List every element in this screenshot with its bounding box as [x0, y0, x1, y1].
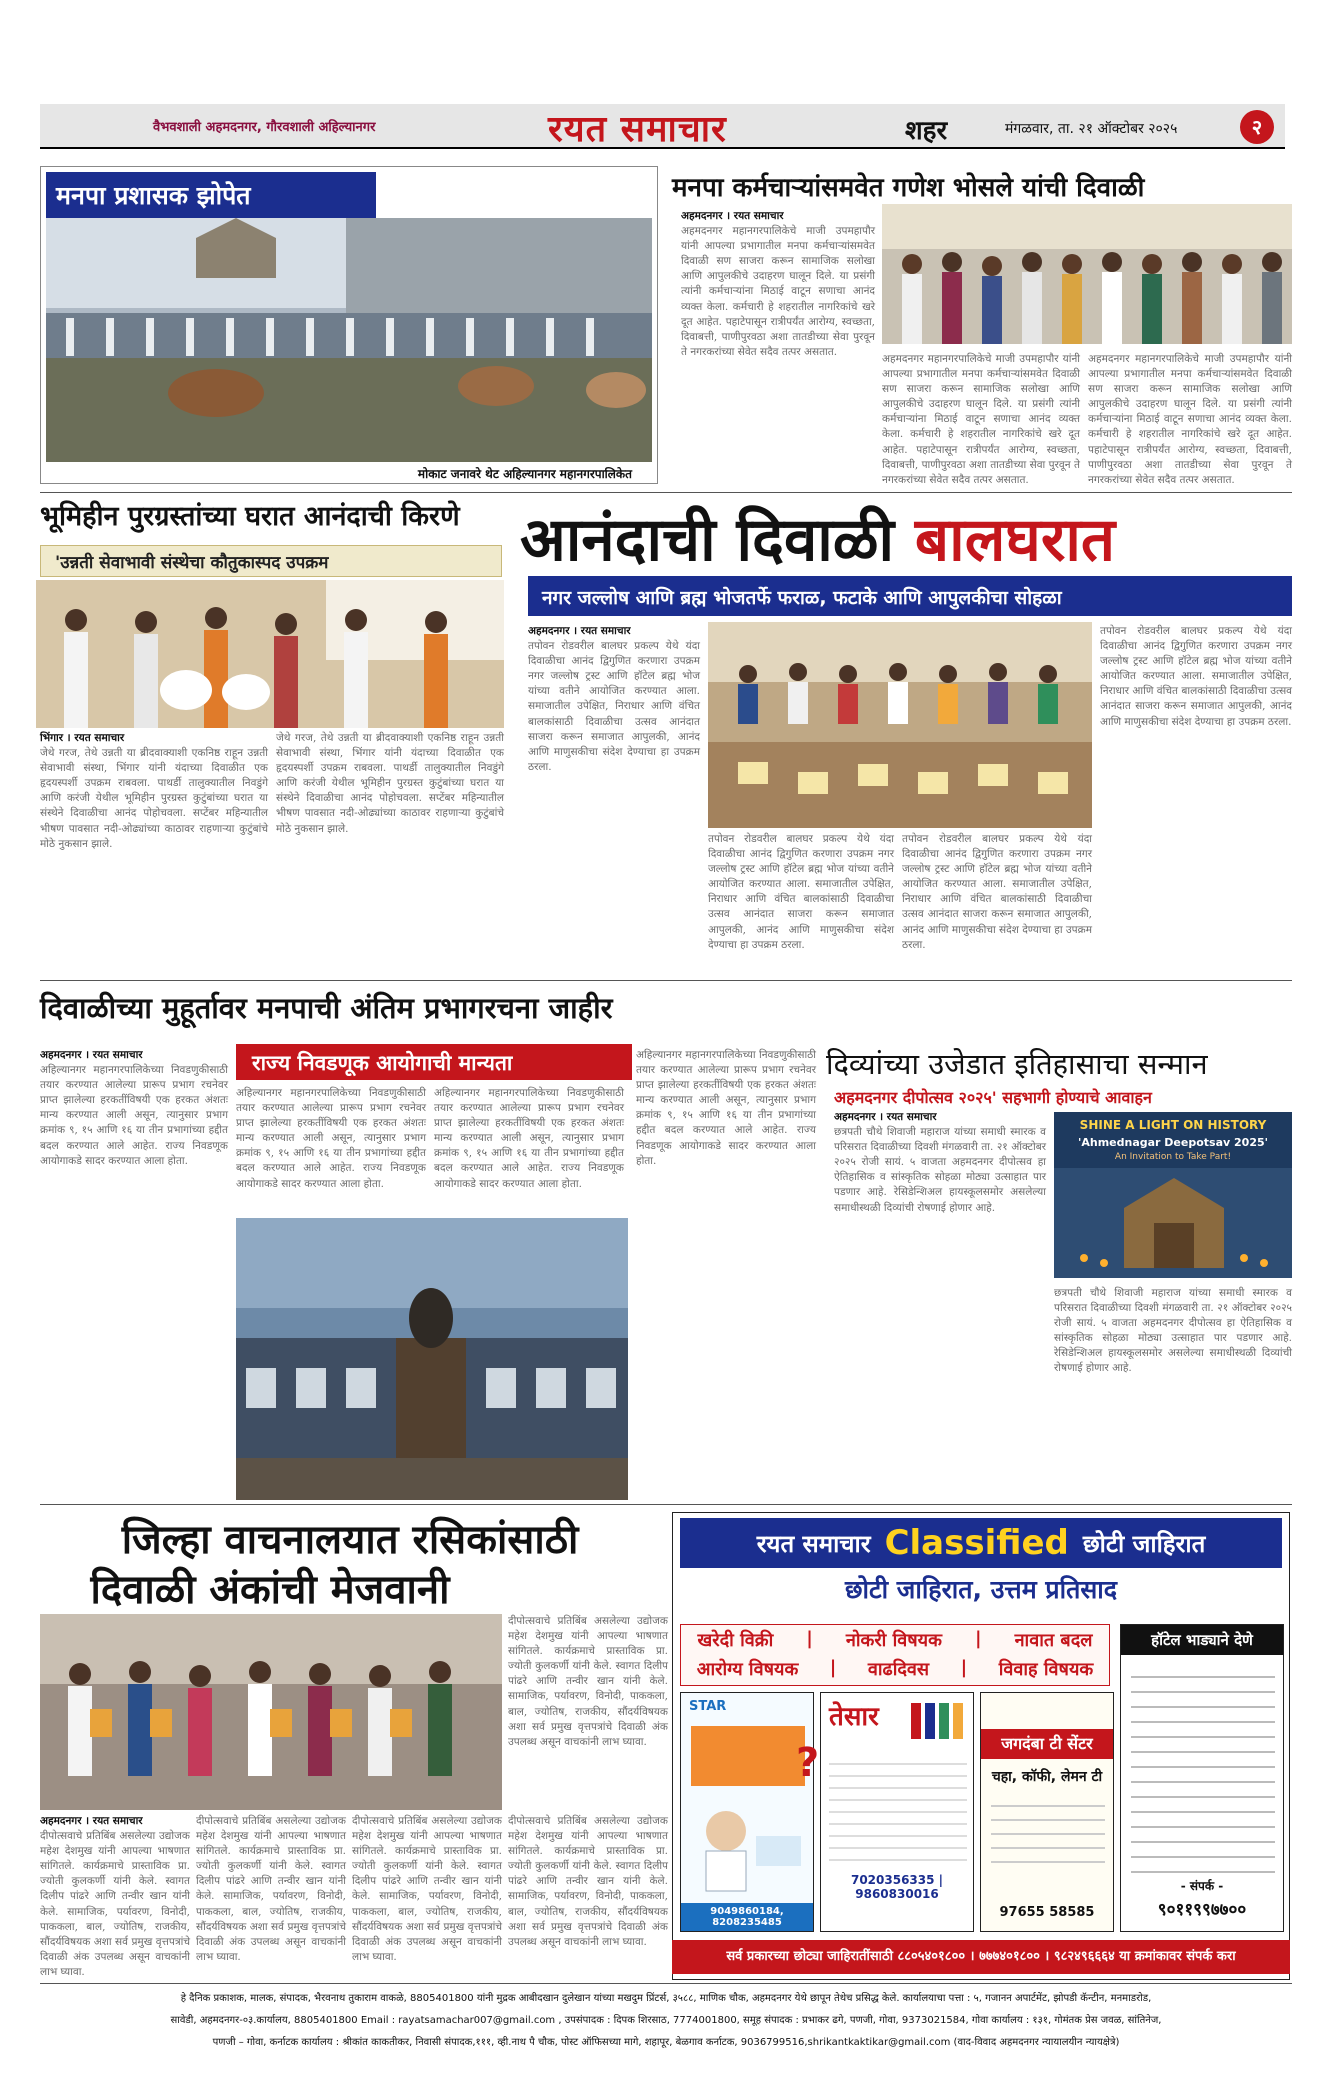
imprint-line-2: सावेडी, अहमदनगर-०३.कार्यालय, 8805401800 Email : rayatsamachar007@gmail.com , उपसंपादक : दिपक शिरसाठ, 7774001800, समूह संपादक : प्रभाकर ढगे, पणजी, गोवा, 9373021584, गोवा कार्यालय : १३१, गोमंतक प्रेस जवळ, सांतिनेज,: [170, 2015, 1162, 2026]
ad4-phone: ९०११९९७७००: [1157, 1900, 1247, 1920]
ad2-art: [911, 1699, 969, 1743]
s5-headline: दिवाळीच्या मुहूर्तावर मनपाची अंतिम प्रभागरचना जाहीर: [40, 991, 613, 1025]
s1-tag: मनपा प्रशासक झोपेत: [46, 172, 376, 218]
classified-header: [680, 1518, 1282, 1568]
s5-body-text-1: अहिल्यानगर महानगरपालिकेच्या निवडणुकीसाठी तयार करण्यात आलेल्या प्रारूप प्रभाग रचनेवर प्राप्त झालेल्या हरकतींविषयी एक हरकत अंशतः मान्य करण्यात आली असून, त्यानुसार प्रभाग क्रमांक ९, १५ आणि १६ या तीन प्रभागांच्या हद्दीत बदल करण्यात आले आहेत. राज्य निवडणूक आयोगाकडे सादर करण्यात आला होता.: [40, 1064, 228, 1167]
s1-caption: मोकाट जनावरे थेट अहिल्यानगर महानगरपालिकेत: [417, 467, 632, 481]
svg-text:?: ?: [796, 1740, 820, 1786]
masthead-tagline: वैभवशाली अहमदनगर, गौरवशाली अहिल्यानगर: [153, 120, 376, 135]
s2-body-col3: [1088, 352, 1292, 484]
masthead-date: मंगळवार, ता. २१ ऑक्टोबर २०२५: [1005, 121, 1178, 137]
s2-body-text-1: अहमदनगर महानगरपालिकेचे माजी उपमहापौर यांनी आपल्या प्रभागातील मनपा कर्मचाऱ्यांसमवेत दिवाळी सण साजरा करून सामाजिक सलोखा आणि आपुलकीचे उदाहरण घालून दिले. या प्रसंगी त्यांनी कर्मचाऱ्यांना मिठाई वाटून सणाचा आनंद व्यक्त केला. कर्मचारी हे शहरातील नागरिकांचे खरे दूत आहेत. पहाटेपासून रात्रीपर्यंत आरोग्य, स्वच्छता, दिवाबत्ती, पाणीपुरवठा अशा तातडीच्या सेवा पुरवून ते नगरकरांच्या सेवेत सदैव तत्पर असतात.: [681, 225, 875, 358]
s4-body-col4: [1100, 624, 1292, 974]
s7-body-text-5: दीपोत्सवाचे प्रतिबिंब असलेल्या उद्योजक महेश देशमुख यांनी आपल्या भाषणात सांगितले. कार्यक्रमाचे प्रास्ताविक प्रा. ज्योती कुलकर्णी यांनी केले. स्वागत दिलीप पांढरे आणि तन्वीर खान यांनी केले. सामाजिक, पर्यावरण, विनोदी, पाककला, बाल, ज्योतिष, राजकीय, सौंदर्यविषयक अशा सर्व प्रमुख वृत्तपत्रांचे दिवाळी अंक उपलब्ध असून वाचकांनी लाभ घ्यावा.: [508, 1615, 668, 1748]
s1-photo: [46, 218, 652, 462]
ad4-title: हॉटेल भाड्याने देणे: [1121, 1625, 1283, 1655]
ad3-phone: 97655 58585: [999, 1905, 1095, 1920]
s3-body-text-1: जेथे गरज, तेथे उन्नती या ब्रीदवाक्याशी एकनिष्ठ राहून उन्नती सेवाभावी संस्था, भिंगार यांनी यंदाच्या दिवाळीत एक हृदयस्पर्शी उपक्रम राबवला. पाथर्डी तालुक्यातील निवडुंगे आणि करंजी येथील भूमिहीन पुरग्रस्त कुटुंबांच्या घरात या संस्थेने दिवाळीचा आनंद पोहोचवला. सप्टेंबर महिन्यातील भीषण पावसात नदी-ओढ्यांच्या काठावर राहणाऱ्या कुटुंबांचे मोठे नुकसान झाले.: [40, 747, 268, 850]
s2-body-text-2: अहमदनगर महानगरपालिकेचे माजी उपमहापौर यांनी आपल्या प्रभागातील मनपा कर्मचाऱ्यांसमवेत दिवाळी सण साजरा करून सामाजिक सलोखा आणि आपुलकीचे उदाहरण घालून दिले. या प्रसंगी त्यांनी कर्मचाऱ्यांना मिठाई वाटून सणाचा आनंद व्यक्त केला. कर्मचारी हे शहरातील नागरिकांचे खरे दूत आहेत. पहाटेपासून रात्रीपर्यंत आरोग्य, स्वच्छता, दिवाबत्ती, पाणीपुरवठा अशा तातडीच्या सेवा पुरवून ते नगरकरांच्या सेवेत सदैव तत्पर असतात.: [882, 353, 1080, 486]
s7-headline-2: दिवाळी अंकांची मेजवानी: [90, 1567, 450, 1613]
s7-body-col2: [196, 1814, 346, 1980]
ad2-phone: 7020356335 | 9860830016: [850, 1873, 944, 1901]
imprint-line-1: हे दैनिक प्रकाशक, मालक, संपादक, भैरवनाथ तुकाराम वाकळे, 8805401800 यांनी मुद्रक आबीदखान दुलेखान यांच्या मखदुम प्रिंटर्स, ३५८८, माणिक चौक, अहमदनगर येथे छापून तेथेच प्रसिद्ध केले. कार्यालयाचा पत्ता : ५, गजानन अपार्टमेंट, झोपडी कॅन्टीन, मनमाडरोड,: [180, 1993, 1152, 2004]
s3-photo: [36, 580, 504, 728]
s6-body-col2: [1054, 1286, 1292, 1500]
s3-body-col1: [40, 731, 268, 973]
ad3-body: [991, 1793, 1105, 1873]
categories-row-1: खरेदी विक्री | नोकरी विषयक | नावात बदल: [697, 1628, 1093, 1651]
s6-poster-art: [1054, 1168, 1292, 1278]
page-number-badge: २: [1240, 110, 1274, 144]
classified-ad-jagdamba[interactable]: [980, 1692, 1114, 1932]
s2-headline: मनपा कर्मचाऱ्यांसमवेत गणेश भोसले यांची दिवाळी: [672, 173, 1145, 203]
s5-body-text-2: अहिल्यानगर महानगरपालिकेच्या निवडणुकीसाठी तयार करण्यात आलेल्या प्रारूप प्रभाग रचनेवर प्राप्त झालेल्या हरकतींविषयी एक हरकत अंशतः मान्य करण्यात आली असून, त्यानुसार प्रभाग क्रमांक ९, १५ आणि १६ या तीन प्रभागांच्या हद्दीत बदल करण्यात आले आहेत. राज्य निवडणूक आयोगाकडे सादर करण्यात आला होता.: [236, 1087, 426, 1190]
category-item[interactable]: आरोग्य विषयक: [696, 1659, 799, 1680]
s7-body-text-4: दीपोत्सवाचे प्रतिबिंब असलेल्या उद्योजक महेश देशमुख यांनी आपल्या भाषणात सांगितले. कार्यक्रमाचे प्रास्ताविक प्रा. ज्योती कुलकर्णी यांनी केले. स्वागत दिलीप पांढरे आणि तन्वीर खान यांनी केले. सामाजिक, पर्यावरण, विनोदी, पाककला, बाल, ज्योतिष, राजकीय, सौंदर्यविषयक अशा सर्व प्रमुख वृत्तपत्रांचे दिवाळी अंक उपलब्ध असून वाचकांनी लाभ घ्यावा.: [508, 1815, 668, 1948]
s6-body-text-2: छत्रपती चौथे शिवाजी महाराज यांच्या समाधी स्मारक व परिसरात दिवाळीच्या दिवशी मंगळवारी ता. २१ ऑक्टोबर २०२५ रोजी सायं. ५ वाजता अहमदनगर दीपोत्सव हा ऐतिहासिक व सांस्कृतिक सोहळा मोठ्या उत्साहात पार पडणार आहे. रेसिडेन्शिअल हायस्कूलसमोर असलेल्या समाधीस्थळी दिव्यांची रोषणाई होणार आहे.: [1054, 1287, 1292, 1375]
s6-poster-title: SHINE A LIGHT ON HISTORY: [1079, 1118, 1267, 1132]
ad2-brand: तेसार: [829, 1702, 879, 1732]
s5-body-col4: [636, 1048, 816, 1498]
s4-subhead: नगर जल्लोष आणि ब्रह्म भोजतर्फे फराळ, फटाके आणि आपुलकीचा सोहळा: [528, 576, 1292, 616]
s5-body-text-4: अहिल्यानगर महानगरपालिकेच्या निवडणुकीसाठी तयार करण्यात आलेल्या प्रारूप प्रभाग रचनेवर प्राप्त झालेल्या हरकतींविषयी एक हरकत अंशतः मान्य करण्यात आली असून, त्यानुसार प्रभाग क्रमांक ९, १५ आणि १६ या तीन प्रभागांच्या हद्दीत बदल करण्यात आले आहेत. राज्य निवडणूक आयोगाकडे सादर करण्यात आला होता.: [636, 1049, 816, 1167]
s3-subhead: 'उन्नती सेवाभावी संस्थेचा कौतुकास्पद उपक्रम: [40, 545, 502, 577]
masthead-title: रयत समाचार: [548, 109, 727, 150]
s7-photo: [40, 1614, 502, 1810]
s2-photo: [882, 204, 1292, 344]
s6-poster-sub: 'Ahmednagar Deepotsav 2025': [1077, 1136, 1268, 1149]
ad1-art: [681, 1721, 820, 1891]
masthead-section: शहर: [905, 116, 948, 146]
s4-body-col1: [528, 624, 700, 974]
s7-body-text-3: दीपोत्सवाचे प्रतिबिंब असलेल्या उद्योजक महेश देशमुख यांनी आपल्या भाषणात सांगितले. कार्यक्रमाचे प्रास्ताविक प्रा. ज्योती कुलकर्णी यांनी केले. स्वागत दिलीप पांढरे आणि तन्वीर खान यांनी केले. सामाजिक, पर्यावरण, विनोदी, पाककला, बाल, ज्योतिष, राजकीय, सौंदर्यविषयक अशा सर्व प्रमुख वृत्तपत्रांचे दिवाळी अंक उपलब्ध असून वाचकांनी लाभ घ्यावा.: [352, 1815, 502, 1963]
category-item[interactable]: विवाह विषयक: [998, 1659, 1094, 1680]
s2-body-col1: [681, 209, 875, 485]
s6-poster-line: An Invitation to Take Part!: [1114, 1152, 1232, 1162]
category-item[interactable]: नोकरी विषयक: [845, 1630, 942, 1651]
s4-headline-part-2: बालघरात: [914, 505, 1116, 575]
classified-ad-hotel[interactable]: [1120, 1624, 1284, 1932]
s7-body-text-2: दीपोत्सवाचे प्रतिबिंब असलेल्या उद्योजक महेश देशमुख यांनी आपल्या भाषणात सांगितले. कार्यक्रमाचे प्रास्ताविक प्रा. ज्योती कुलकर्णी यांनी केले. स्वागत दिलीप पांढरे आणि तन्वीर खान यांनी केले. सामाजिक, पर्यावरण, विनोदी, पाककला, बाल, ज्योतिष, राजकीय, सौंदर्यविषयक अशा सर्व प्रमुख वृत्तपत्रांचे दिवाळी अंक उपलब्ध असून वाचकांनी लाभ घ्यावा.: [196, 1815, 346, 1963]
s5-dateline: अहमदनगर । रयत समाचार: [40, 1049, 143, 1061]
s6-dateline: अहमदनगर । रयत समाचार: [834, 1111, 937, 1123]
divider: [40, 980, 1292, 981]
divider: [40, 1504, 1292, 1505]
s2-body-col2: [882, 352, 1080, 484]
s6-body-text-1: छत्रपती चौथे शिवाजी महाराज यांच्या समाधी स्मारक व परिसरात दिवाळीच्या दिवशी मंगळवारी ता. २१ ऑक्टोबर २०२५ रोजी सायं. ५ वाजता अहमदनगर दीपोत्सव हा ऐतिहासिक व सांस्कृतिक सोहळा मोठ्या उत्साहात पार पडणार आहे. रेसिडेन्शिअल हायस्कूलसमोर असलेल्या समाधीस्थळी दिव्यांची रोषणाई होणार आहे.: [834, 1126, 1046, 1214]
ad4-body: [1131, 1663, 1275, 1873]
s2-dateline: अहमदनगर । रयत समाचार: [681, 210, 784, 222]
s4-body-text-3: तपोवन रोडवरील बालघर प्रकल्प येथे यंदा दिवाळीचा आनंद द्विगुणित करणारा उपक्रम नगर जल्लोष ट्रस्ट आणि हॉटेल ब्रह्म भोज यांच्या वतीने आयोजित करण्यात आला. समाजातील उपेक्षित, निराधार आणि वंचित बालकांसाठी दिवाळीचा उत्सव आनंदात साजरा करून समाजात आपुलकी, आनंद आणि माणुसकीचा संदेश देण्याचा हा उपक्रम ठरला.: [902, 833, 1092, 951]
category-item[interactable]: वाढदिवस: [867, 1659, 930, 1680]
category-item[interactable]: नावात बदल: [1014, 1630, 1093, 1651]
ad4-contact-label: - संपर्क -: [1180, 1879, 1224, 1893]
ad1-brand: STAR: [689, 1699, 727, 1714]
s7-body-col3: [352, 1814, 502, 1980]
s7-body-text-1: दीपोत्सवाचे प्रतिबिंब असलेल्या उद्योजक महेश देशमुख यांनी आपल्या भाषणात सांगितले. कार्यक्रमाचे प्रास्ताविक प्रा. ज्योती कुलकर्णी यांनी केले. स्वागत दिलीप पांढरे आणि तन्वीर खान यांनी केले. सामाजिक, पर्यावरण, विनोदी, पाककला, बाल, ज्योतिष, राजकीय, सौंदर्यविषयक अशा सर्व प्रमुख वृत्तपत्रांचे दिवाळी अंक उपलब्ध असून वाचकांनी लाभ घ्यावा.: [40, 1830, 190, 1978]
s4-photo: [708, 622, 1092, 828]
s5-body-text-3: अहिल्यानगर महानगरपालिकेच्या निवडणुकीसाठी तयार करण्यात आलेल्या प्रारूप प्रभाग रचनेवर प्राप्त झालेल्या हरकतींविषयी एक हरकत अंशतः मान्य करण्यात आली असून, त्यानुसार प्रभाग क्रमांक ९, १५ आणि १६ या तीन प्रभागांच्या हद्दीत बदल करण्यात आले आहेत. राज्य निवडणूक आयोगाकडे सादर करण्यात आला होता.: [434, 1087, 624, 1190]
s5-banner: राज्य निवडणूक आयोगाची मान्यता: [236, 1044, 632, 1080]
category-item[interactable]: खरेदी विक्री: [697, 1630, 774, 1651]
imprint-line-3: पणजी – गोवा, कर्नाटक कार्यालय : श्रीकांत काकतीकर, निवासी संपादक,१११, व्ही.नाथ पै चौक, पोस्ट ऑफिसच्या मागे, शहापूर, बेळगाव कर्नाटक, 9036799516,shrikantkaktikar@gmail.com (वाद-विवाद अहमदनगर न्यायालयीन न्यायक्षेत्रे): [212, 2037, 1120, 2048]
s3-body-text-2: जेथे गरज, तेथे उन्नती या ब्रीदवाक्याशी एकनिष्ठ राहून उन्नती सेवाभावी संस्था, भिंगार यांनी यंदाच्या दिवाळीत एक हृदयस्पर्शी उपक्रम राबवला. पाथर्डी तालुक्यातील निवडुंगे आणि करंजी येथील भूमिहीन पुरग्रस्त कुटुंबांच्या घरात या संस्थेने दिवाळीचा आनंद पोहोचवला. सप्टेंबर महिन्यातील भीषण पावसात नदी-ओढ्यांच्या काठावर राहणाऱ्या कुटुंबांचे मोठे नुकसान झाले.: [276, 732, 504, 835]
s7-body-col1: [40, 1814, 190, 1980]
divider: [40, 492, 1292, 493]
s4-dateline: अहमदनगर । रयत समाचार: [528, 625, 631, 637]
s5-body-col2: [236, 1086, 426, 1214]
s4-body-col3: [902, 832, 1092, 974]
s2-body-text-3: अहमदनगर महानगरपालिकेचे माजी उपमहापौर यांनी आपल्या प्रभागातील मनपा कर्मचाऱ्यांसमवेत दिवाळी सण साजरा करून सामाजिक सलोखा आणि आपुलकीचे उदाहरण घालून दिले. या प्रसंगी त्यांनी कर्मचाऱ्यांना मिठाई वाटून सणाचा आनंद व्यक्त केला. कर्मचारी हे शहरातील नागरिकांचे खरे दूत आहेत. पहाटेपासून रात्रीपर्यंत आरोग्य, स्वच्छता, दिवाबत्ती, पाणीपुरवठा अशा तातडीच्या सेवा पुरवून ते नगरकरांच्या सेवेत सदैव तत्पर असतात.: [1088, 353, 1292, 486]
classified-suffix: छोटी जाहिरात: [1082, 1529, 1206, 1558]
classified-brand: रयत समाचार: [756, 1529, 871, 1558]
s5-photo: [236, 1218, 628, 1500]
s3-headline: भूमिहीन पुरग्रस्तांच्या घरात आनंदाची किरणे: [40, 501, 460, 532]
classified-title: Classified: [884, 1523, 1069, 1563]
s4-headline: [520, 496, 1292, 578]
classified-categories: [680, 1624, 1110, 1686]
s4-body-text-4: तपोवन रोडवरील बालघर प्रकल्प येथे यंदा दिवाळीचा आनंद द्विगुणित करणारा उपक्रम नगर जल्लोष ट्रस्ट आणि हॉटेल ब्रह्म भोज यांच्या वतीने आयोजित करण्यात आला. समाजातील उपेक्षित, निराधार आणि वंचित बालकांसाठी दिवाळीचा उत्सव आनंदात साजरा करून समाजात आपुलकी, आनंद आणि माणुसकीचा संदेश देण्याचा हा उपक्रम ठरला.: [1100, 625, 1292, 728]
ad3-sub: चहा, कॉफी, लेमन टी: [991, 1769, 1103, 1785]
s4-body-text-2: तपोवन रोडवरील बालघर प्रकल्प येथे यंदा दिवाळीचा आनंद द्विगुणित करणारा उपक्रम नगर जल्लोष ट्रस्ट आणि हॉटेल ब्रह्म भोज यांच्या वतीने आयोजित करण्यात आला. समाजातील उपेक्षित, निराधार आणि वंचित बालकांसाठी दिवाळीचा उत्सव आनंदात साजरा करून समाजात आपुलकी, आनंद आणि माणुसकीचा संदेश देण्याचा हा उपक्रम ठरला.: [708, 833, 894, 951]
s6-subhead: अहमदनगर दीपोत्सव २०२५' सहभागी होण्याचे आवाहन: [834, 1088, 1152, 1107]
s7-headline-1: जिल्हा वाचनालयात रसिकांसाठी: [121, 1517, 579, 1563]
classified-ad-star[interactable]: [680, 1692, 820, 1932]
s4-headline-part-1: आनंदाची दिवाळी: [520, 505, 915, 575]
s6-body-col1: [834, 1110, 1046, 1500]
s6-poster: [1054, 1112, 1292, 1278]
s4-body-text-1: तपोवन रोडवरील बालघर प्रकल्प येथे यंदा दिवाळीचा आनंद द्विगुणित करणारा उपक्रम नगर जल्लोष ट्रस्ट आणि हॉटेल ब्रह्म भोज यांच्या वतीने आयोजित करण्यात आला. समाजातील उपेक्षित, निराधार आणि वंचित बालकांसाठी दिवाळीचा उत्सव आनंदात साजरा करून समाजात आपुलकी, आनंद आणि माणुसकीचा संदेश देण्याचा हा उपक्रम ठरला.: [528, 640, 700, 773]
ad3-title: जगदंबा टी सेंटर: [981, 1729, 1113, 1759]
ad1-phone: 9049860184, 8208235485: [681, 1903, 813, 1931]
s7-body-col5: [508, 1614, 668, 1810]
classified-ad-tesar[interactable]: [820, 1692, 974, 1932]
ad2-body: [829, 1753, 967, 1863]
s3-dateline: भिंगार । रयत समाचार: [40, 732, 125, 744]
s5-body-col1: [40, 1048, 228, 1498]
divider: [40, 1983, 1292, 1984]
s4-body-col2: [708, 832, 894, 974]
s3-body-col2: [276, 731, 504, 973]
classified-tagline: छोटी जाहिरात, उत्तम प्रतिसाद: [845, 1575, 1117, 1604]
s7-dateline: अहमदनगर । रयत समाचार: [40, 1815, 143, 1827]
s7-body-col4: [508, 1814, 668, 1980]
s5-body-col3: [434, 1086, 624, 1214]
categories-row-2: आरोग्य विषयक | वाढदिवस | विवाह विषयक: [696, 1657, 1094, 1680]
s6-headline: दिव्यांच्या उजेडात इतिहासाचा सन्मान: [826, 1047, 1208, 1081]
classified-footer: सर्व प्रकारच्या छोट्या जाहिरातींसाठी ८८०५४०१८०० । ७७७४०१८०० । ९८२४९६६६४ या क्रमांकावर संपर्क करा: [672, 1940, 1290, 1974]
